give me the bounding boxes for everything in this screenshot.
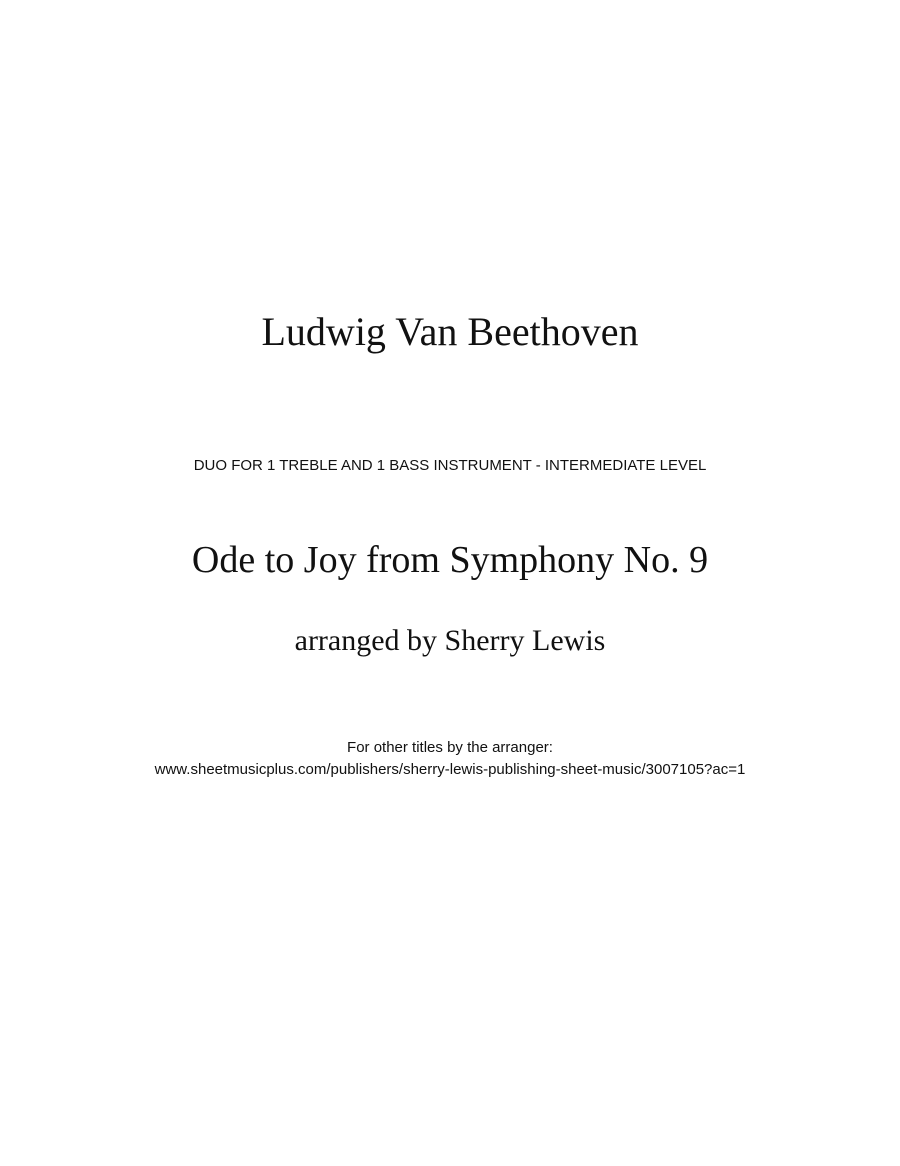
other-titles-label: For other titles by the arranger: [347,739,553,756]
other-titles-url: www.sheetmusicplus.com/publishers/sherry-lewis-publishing-sheet-music/3007105?ac=1 [154,761,746,778]
arranger-credit: arranged by Sherry Lewis [294,624,606,657]
composer-name: Ludwig Van Beethoven [261,309,639,354]
piece-title: Ode to Joy from Symphony No. 9 [191,539,709,581]
ensemble-level-subtitle: DUO FOR 1 TREBLE AND 1 BASS INSTRUMENT - INTERMEDIATE LEVEL [193,457,707,474]
